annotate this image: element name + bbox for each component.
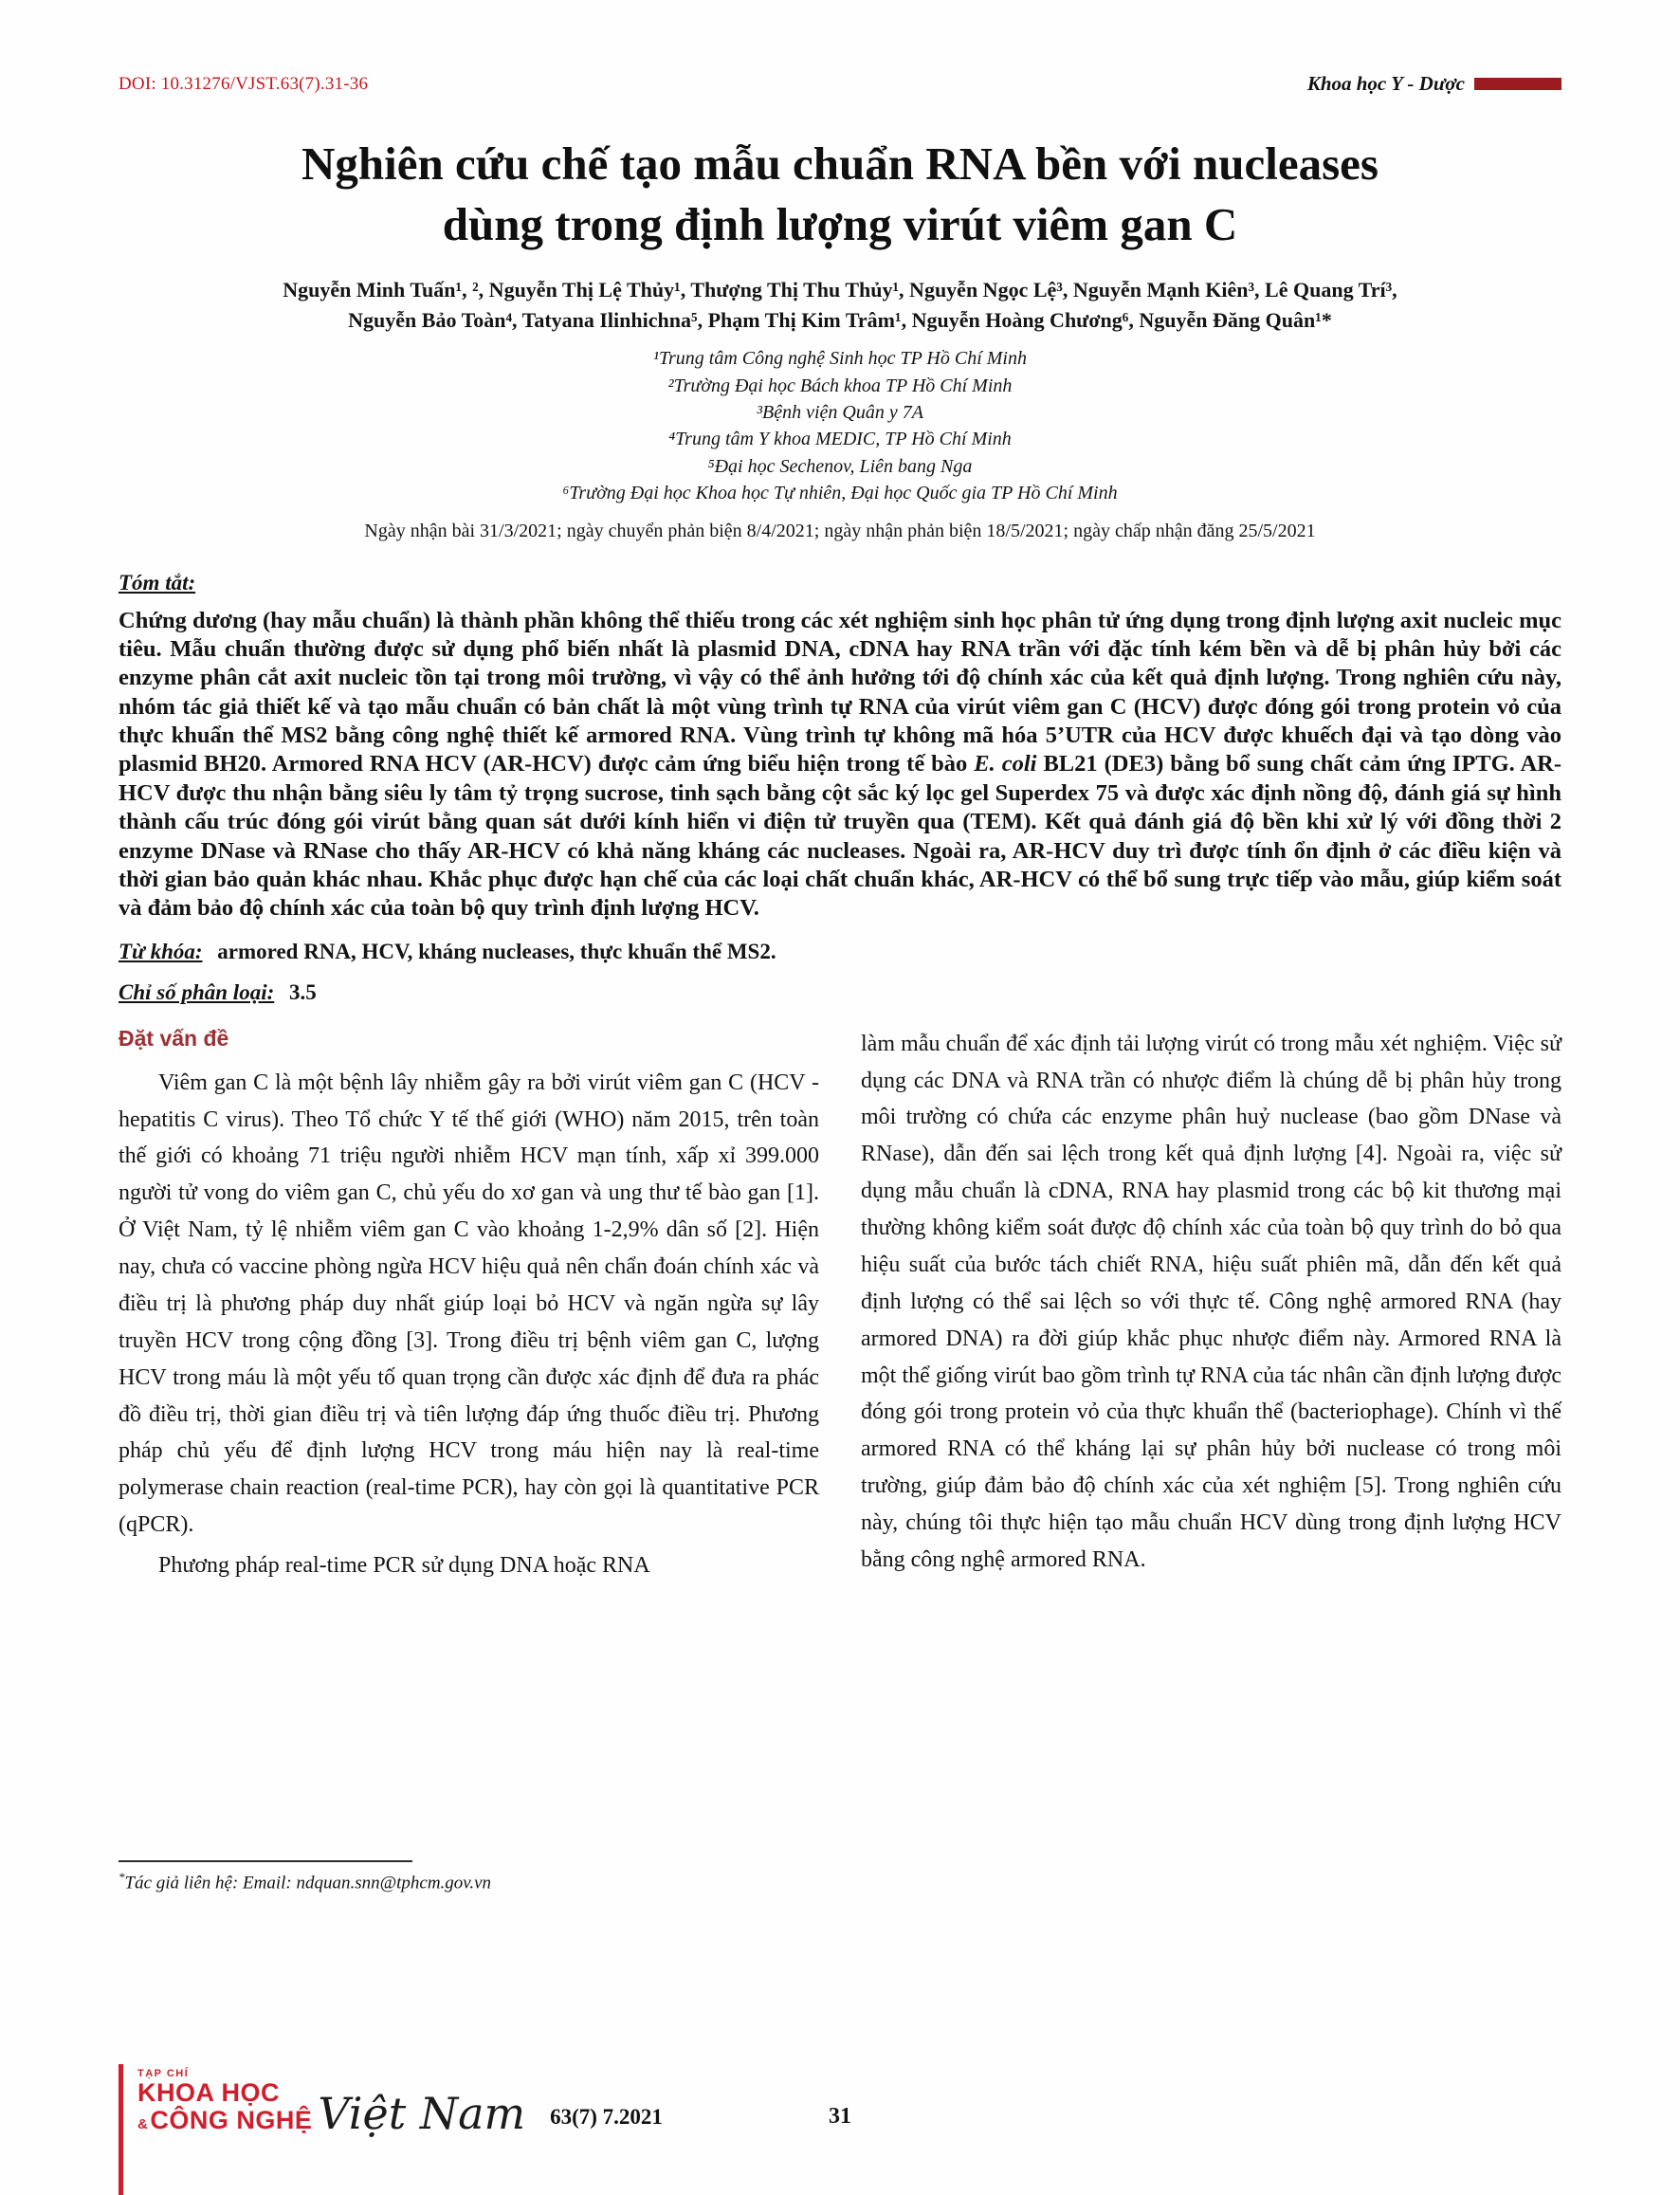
keywords-value: armored RNA, HCV, kháng nucleases, thực khuẩn thể MS2.: [217, 939, 776, 963]
keywords-line: [119, 940, 1561, 964]
article-title-line-2: dùng trong định lượng virút viêm gan C: [442, 197, 1238, 250]
footnote-rule: [119, 1860, 412, 1862]
affiliation-5: ⁵Đại học Sechenov, Liên bang Nga: [707, 455, 973, 477]
abstract-text-1: Chứng dương (hay mẫu chuẩn) là thành phần không thể thiếu trong các xét nghiệm sinh học phân tử ứng dụng trong định lượng axit nucleic mục tiêu. Mẫu chuẩn thường được sử dụng phổ biến nhất là plasmid DNA, cDNA hay RNA trần với đặc tính kém bền và dễ bị phân hủy bởi các enzyme phân cắt axit nucleic tồn tại trong môi trường, vì vậy có thể ảnh hưởng tới độ chính xác của kết quả định lượng. Trong nghiên cứu này, nhóm tác giả thiết kế và tạo mẫu chuẩn có bản chất là một vùng trình tự RNA của virút viêm gan C (HCV) được đóng gói trong protein vỏ của thực khuẩn thể MS2 bằng công nghệ thiết kế armored RNA. Vùng trình tự không mã hóa 5’UTR của HCV được khuếch đại và tạo dòng vào plasmid BH20. Armored RNA HCV (AR-HCV) được cảm ứng biểu hiện trong tế bào: [119, 607, 1561, 777]
journal-logo: [137, 2068, 663, 2139]
abstract-emphasis: E. coli: [974, 751, 1037, 777]
classification-line: [119, 980, 1561, 1005]
affiliation-1: ¹Trung tâm Công nghệ Sinh học TP Hồ Chí Minh: [653, 348, 1027, 370]
affiliation-6: ⁶Trường Đại học Khoa học Tự nhiên, Đại học Quốc gia TP Hồ Chí Minh: [562, 483, 1118, 504]
journal-logo-line-1: KHOA HỌC: [137, 2078, 280, 2107]
footnote-star: *: [119, 1869, 125, 1884]
left-column: [119, 1026, 819, 1584]
abstract-label: Tóm tắt:: [119, 570, 196, 594]
journal-logo-tagline: TẠP CHÍ: [137, 2068, 190, 2079]
author-line-1: Nguyễn Minh Tuấn¹, ², Nguyễn Thị Lệ Thủy¹, Thượng Thị Thu Thủy¹, Nguyễn Ngọc Lệ³, Nguyễn Mạnh Kiên³, Lê Quang Trí³,: [283, 278, 1397, 302]
affiliation-3: ³Bệnh viện Quân y 7A: [757, 401, 923, 423]
journal-logo-script: Việt Nam: [318, 2087, 526, 2139]
journal-section: [1307, 72, 1561, 96]
right-column: [861, 1026, 1561, 1584]
journal-logo-line-2: &CÔNG NGHỆ: [137, 2105, 313, 2134]
intro-paragraph-2: Phương pháp real-time PCR sử dụng DNA hoặc RNA: [158, 1553, 650, 1578]
classification-value: 3.5: [289, 979, 317, 1004]
classification-label: Chỉ số phân loại:: [119, 979, 275, 1004]
issue-info: 63(7) 7.2021: [550, 2105, 663, 2130]
abstract-section: [119, 542, 1561, 924]
body-columns: [119, 1026, 1561, 1584]
journal-section-label: Khoa học Y - Dược: [1306, 72, 1465, 95]
abstract-text-2: BL21 (DE3) bằng bổ sung chất cảm ứng IPTG. AR-HCV được thu nhận bằng siêu ly tâm tỷ trọng sucrose, tinh sạch bằng cột sắc ký lọc gel Superdex 75 và được xác định nồng độ, đánh giá sự hình thành cấu trúc đóng gói virút bằng quan sát dưới kính hiển vi điện tử truyền qua (TEM). Kết quả đánh giá độ bền khi xử lý với đồng thời 2 enzyme DNase và RNase cho thấy AR-HCV có khả năng kháng các nucleases. Ngoài ra, AR-HCV duy trì được tính ổn định ở các điều kiện và thời gian bảo quản khác nhau. Khắc phục được hạn chế của các loại chất chuẩn khác, AR-HCV có thể bổ sung trực tiếp vào mẫu, giúp kiểm soát và đảm bảo độ chính xác của toàn bộ quy trình định lượng HCV.: [119, 751, 1561, 922]
author-list: [119, 275, 1561, 336]
page-number: 31: [829, 2104, 851, 2129]
page-header: [119, 0, 1561, 96]
article-title: [119, 134, 1561, 254]
affiliation-list: [119, 345, 1561, 506]
journal-logo-text: [137, 2068, 312, 2133]
intro-section-heading: Đặt vấn đề: [119, 1025, 229, 1051]
header-red-bar: [1474, 78, 1561, 90]
journal-logo-ampersand: &: [137, 2115, 149, 2132]
affiliation-2: ²Trường Đại học Bách khoa TP Hồ Chí Minh: [667, 375, 1013, 396]
abstract-body: [119, 607, 1561, 924]
corresponding-author-footnote: [119, 1860, 491, 1893]
article-title-line-1: Nghiên cứu chế tạo mẫu chuẩn RNA bền với nucleases: [301, 137, 1379, 190]
author-line-2: Nguyễn Bảo Toàn⁴, Tatyana Ilinhichna⁵, Phạm Thị Kim Trâm¹, Nguyễn Hoàng Chương⁶, Nguyễn Đăng Quân¹*: [348, 308, 1332, 333]
intro-paragraph-3: làm mẫu chuẩn để xác định tải lượng virút có trong mẫu xét nghiệm. Việc sử dụng các DNA và RNA trần có nhược điểm là chúng dễ bị phân hủy trong môi trường có chứa các enzyme phân huỷ nuclease (bao gồm DNase và RNase), dẫn đến sai lệch trong kết quả định lượng [4]. Ngoài ra, việc sử dụng mẫu chuẩn là cDNA, RNA hay plasmid trong các bộ kit thương mại thường không kiểm soát được độ chính xác của toàn bộ quy trình do bỏ qua hiệu suất của bước tách chiết RNA, hiệu suất phiên mã, dẫn đến kết quả định lượng có thể sai lệch so với thực tế. Công nghệ armored RNA (hay armored DNA) ra đời giúp khắc phục nhược điểm này. Armored RNA là một thể giống virút bao gồm trình tự RNA của tác nhân cần định lượng được đóng gói trong protein vỏ của thực khuẩn thể (bacteriophage). Chính vì thế armored RNA có thể kháng lại sự phân hủy bởi nuclease có trong môi trường, giúp đảm bảo độ chính xác của xét nghiệm [5]. Trong nghiên cứu này, chúng tôi thực hiện tạo mẫu chuẩn HCV dùng trong định lượng HCV bằng công nghệ armored RNA.: [861, 1031, 1561, 1572]
submission-dates: Ngày nhận bài 31/3/2021; ngày chuyển phản biện 8/4/2021; ngày nhận phản biện 18/5/2021; ngày chấp nhận đăng 25/5/2021: [364, 520, 1316, 541]
intro-paragraph-1: Viêm gan C là một bệnh lây nhiễm gây ra bởi virút viêm gan C (HCV - hepatitis C virus). Theo Tổ chức Y tế thế giới (WHO) năm 2015, trên toàn thế giới có khoảng 71 triệu người nhiễm HCV mạn tính, xấp xỉ 399.000 người tử vong do viêm gan C, chủ yếu do xơ gan và ung thư tế bào gan [1]. Ở Việt Nam, tỷ lệ nhiễm viêm gan C vào khoảng 1-2,9% dân số [2]. Hiện nay, chưa có vaccine phòng ngừa HCV hiệu quả nên chẩn đoán chính xác và điều trị là phương pháp duy nhất giúp loại bỏ HCV và ngăn ngừa sự lây truyền HCV trong cộng đồng [3]. Trong điều trị bệnh viêm gan C, lượng HCV trong máu là một yếu tố quan trọng cần được xác định để đưa ra phác đồ điều trị, thời gian điều trị và tiên lượng đáp ứng thuốc điều trị. Phương pháp chủ yếu để định lượng HCV trong máu hiện nay là real-time polymerase chain reaction (real-time PCR), hay còn gọi là quantitative PCR (qPCR).: [119, 1070, 819, 1538]
logo-red-bar: [119, 2064, 123, 2195]
affiliation-4: ⁴Trung tâm Y khoa MEDIC, TP Hồ Chí Minh: [668, 429, 1012, 450]
keywords-label: Từ khóa:: [119, 939, 203, 963]
page-footer: [119, 2064, 1561, 2195]
footnote-text: *Tác giả liên hệ: Email: ndquan.snn@tphcm.gov.vn: [119, 1869, 492, 1893]
doi-text: DOI: 10.31276/VJST.63(7).31-36: [119, 73, 369, 94]
